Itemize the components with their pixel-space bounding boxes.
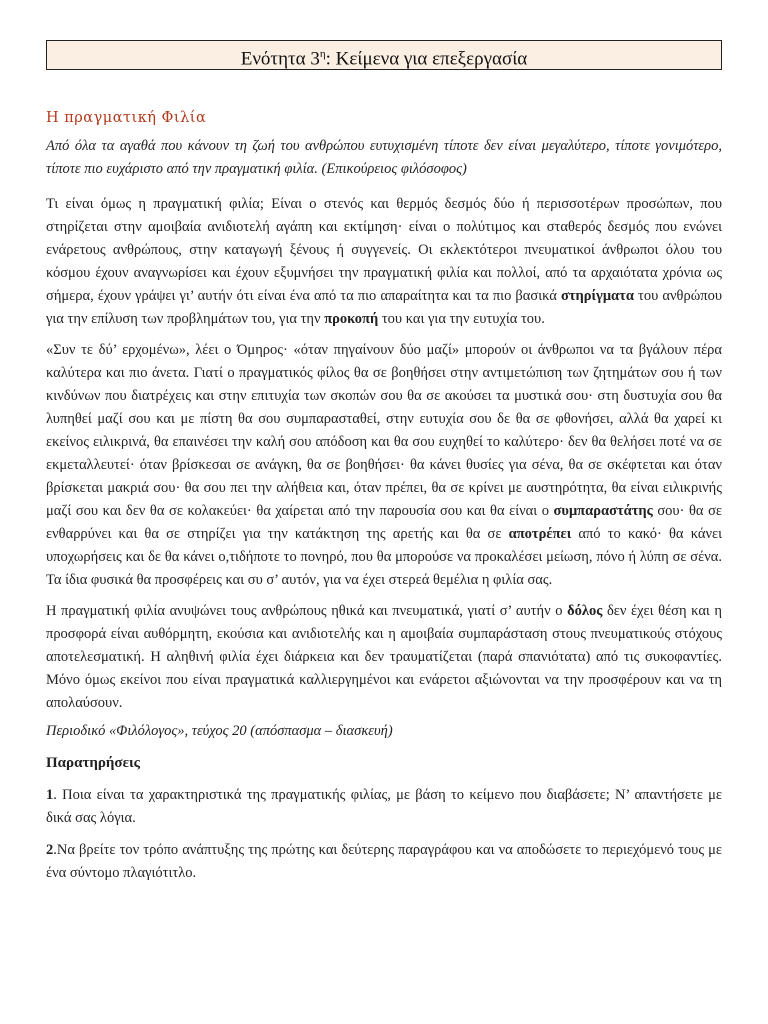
bold-term: δόλος — [567, 603, 603, 619]
bold-term: προκοπή — [324, 311, 379, 327]
unit-title-post: : Κείμενα για επεξεργασία — [325, 48, 528, 70]
question-number: 2 — [46, 842, 54, 858]
question-2: 2.Να βρείτε τον τρόπο ανάπτυξης της πρώτης και δεύτερης παραγράφου και να αποδώσετε το περιεχόμενό τους με ένα σύντομο πλαγιότιτλο. — [46, 842, 722, 881]
question-number: 1 — [46, 787, 54, 803]
bold-term: συμπαραστάτης — [553, 503, 653, 519]
epigraph: Από όλα τα αγαθά που κάνουν τη ζωή του ανθρώπου ευτυχισμένη τίποτε δεν είναι μεγαλύτερο, τίποτε γονιμότερο, τίποτε πιο ευχάριστο από την πραγματική φιλία. (Επικούρειος φιλόσοφος) — [46, 138, 722, 177]
unit-title-pre: Ενότητα 3 — [240, 48, 320, 70]
paragraph-2: «Συν τε δύ’ ερχομένω», λέει ο Όμηρος· «όταν πηγαίνουν δύο μαζί» μπορούν οι άνθρωποι να τα βγάλουν πέρα καλύτερα και πιο άνετα. Γιατί ο πραγματικός φίλος θα σε βοηθήσει στην αντιμετώπιση των ζητημάτων σου ή των κινδύνων που διατρέχεις και στην επιτυχία των σκοπών σου θα σε ακούσει τα μυστικά σου· στη δυστυχία σου θα λυπηθεί μαζί σου και με πίστη θα σου συμπαρασταθεί, στην ευτυχία σου δε θα σε φθονήσει, αλλά θα χαρεί κι εκείνος ειλικρινά, θα επαινέσει την καλή σου απόδοση και θα σου ευχηθεί το καλύτερο· δεν θα θελήσει ποτέ να σε εκμεταλλευτεί· όταν βρίσκεσαι σε ανάγκη, θα σε βοηθήσει· θα κάνει θυσίες για σένα, θα σε σκέφτεται και όταν βρίσκεται μακριά σου· θα σου πει την αλήθεια και, όταν πρέπει, θα σε κρίνει με αυστηρότητα, θα είναι ειλικρινής μαζί σου και δεν θα σε κολακεύει· θα χαίρεται από την παρουσία σου και θα είναι ο συμπαραστάτης σου· θα σε ενθαρρύνει και θα σε στηρίζει για την κατάκτηση της αρετής και θα σε αποτρέπει από το κακό· θα κάνει υποχωρήσεις και δε θα κάνει ο,τιδήποτε το πονηρό, που θα μπορούσε να προκαλέσει μείωση, πόνο ή λύπη σε σένα. Τα ίδια φυσικά θα προσφέρεις και συ σ’ αυτόν, για να έχει στερεά θεμέλια η φιλία σας. — [46, 342, 723, 588]
bold-term: στηρίγματα — [560, 288, 634, 304]
observations-heading: Παρατηρήσεις — [46, 755, 140, 771]
question-1: 1. Ποια είναι τα χαρακτηριστικά της πραγματικής φιλίας, με βάση το κείμενο που διαβάσετε; Ν’ απαντήσετε με δικά σας λόγια. — [46, 787, 722, 826]
section-heading: Η πραγματική Φιλία — [46, 110, 207, 126]
unit-title-sup: η — [319, 48, 326, 60]
unit-title-box — [46, 40, 722, 70]
paragraph-3: Η πραγματική φιλία ανυψώνει τους ανθρώπους ηθικά και πνευματικά, γιατί σ’ αυτήν ο δόλος δεν έχει θέση και η προσφορά είναι αυθόρμητη, εκούσια και ανιδιοτελής και η αμοιβαία συμπαράσταση στους πνευματικούς στόχους αποτελεσματική. Η αληθινή φιλία έχει διάρκεια και δεν τραυματίζεται (παρά σπανιότατα) από τις συκοφαντίες. Μόνο όμως εκείνοι που είναι πραγματικά καλλιεργημένοι και ενάρετοι αξιώνονται να την προσφέρουν και να τη απολαύσουν. — [46, 603, 722, 711]
document-page — [46, 40, 722, 885]
paragraph-1: Τι είναι όμως η πραγματική φιλία; Είναι ο στενός και θερμός δεσμός δύο ή περισσοτέρων προσώπων, που στηρίζεται στην αμοιβαία ανιδιοτελή αγάπη και εκτίμηση· είναι ο πολύτιμος και σταθερός δεσμός που ενώνει ενάρετους ανθρώπους, στην καταγωγή ξένους ή συγγενείς. Οι εκλεκτότεροι πνευματικοί άνθρωποι όλου του κόσμου έχουν αναγνωρίσει και έχουν εξυμνήσει την πραγματική φιλία και πολλοί, από τα αρχαιότατα χρόνια ως σήμερα, έχουν γράψει γι’ αυτήν ότι είναι ένα από τα πιο απαραίτητα και τα πιο βασικά στηρίγματα του ανθρώπου για την επίλυση των προβλημάτων του, για την προκοπή του και για την ευτυχία του. — [46, 196, 722, 327]
source-citation: Περιοδικό «Φιλόλογος», τεύχος 20 (απόσπασμα – διασκευή) — [46, 723, 393, 739]
bold-term: αποτρέπει — [508, 526, 572, 542]
